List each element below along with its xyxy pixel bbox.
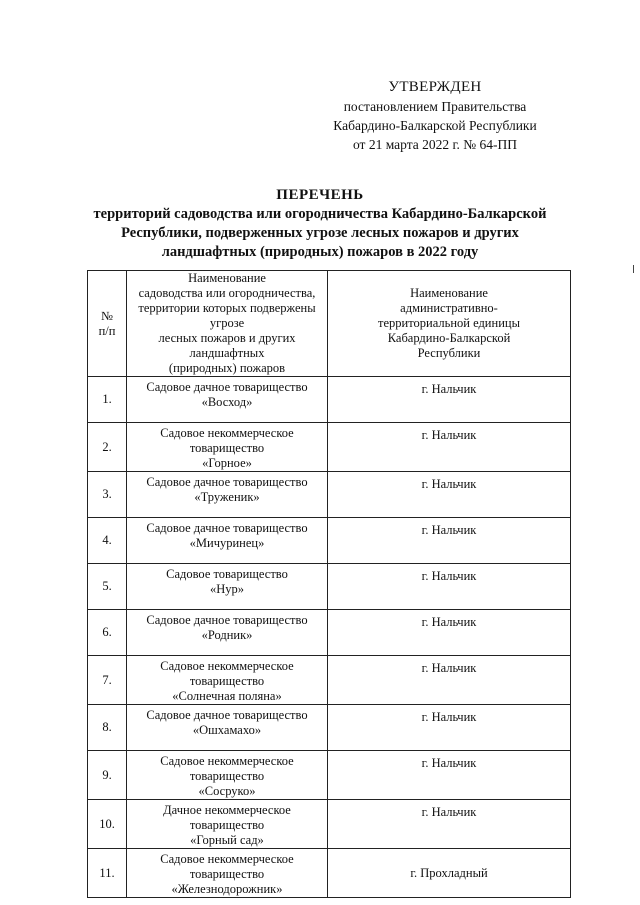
header-num: № п/п <box>88 271 127 377</box>
row-num: 5. <box>88 564 127 610</box>
row-num: 1. <box>88 377 127 423</box>
table-row <box>88 518 571 564</box>
row-num: 6. <box>88 610 127 656</box>
row-name: Садовое дачное товарищество «Родник» <box>127 610 328 656</box>
row-num: 7. <box>88 656 127 705</box>
row-name: Дачное некоммерческое товарищество «Горный сад» <box>127 800 328 849</box>
table-row <box>88 705 571 751</box>
table-row <box>88 751 571 800</box>
row-name: Садовое некоммерческое товарищество «Железнодорожник» <box>127 849 328 898</box>
row-name: Садовое дачное товарищество «Восход» <box>127 377 328 423</box>
row-unit: г. Нальчик <box>328 800 571 849</box>
document-title <box>78 186 562 262</box>
table-row <box>88 472 571 518</box>
row-name: Садовое некоммерческое товарищество «Сосруко» <box>127 751 328 800</box>
approval-line: постановлением Правительства <box>343 99 527 114</box>
approval-line: от 21 марта 2022 г. № 64-ПП <box>352 137 518 152</box>
header-name: Наименование садоводства или огородничества, территории которых подвержены угрозе лесных пожаров и других ландшафтных (природных) пожаров <box>127 271 328 377</box>
table-row <box>88 377 571 423</box>
title-line: территорий садоводства или огородничества Кабардино-Балкарской <box>93 206 547 222</box>
approval-heading: УТВЕРЖДЕН <box>388 79 482 95</box>
row-num: 4. <box>88 518 127 564</box>
table-header-row <box>88 271 571 377</box>
row-unit: г. Нальчик <box>328 518 571 564</box>
table-row <box>88 849 571 898</box>
table-row <box>88 423 571 472</box>
row-unit: г. Нальчик <box>328 656 571 705</box>
approval-block <box>300 78 570 154</box>
title-main: ПЕРЕЧЕНЬ <box>276 187 364 203</box>
row-num: 8. <box>88 705 127 751</box>
row-unit: г. Прохладный <box>328 849 571 898</box>
table-row <box>88 610 571 656</box>
approval-line: Кабардино-Балкарской Республики <box>333 118 537 133</box>
row-unit: г. Нальчик <box>328 610 571 656</box>
header-unit: Наименование административно- территориальной единицы Кабардино-Балкарской Республики <box>328 271 571 377</box>
title-line: ландшафтных (природных) пожаров в 2022 году <box>161 244 479 260</box>
territories-table <box>87 270 571 898</box>
row-name: Садовое дачное товарищество «Ошхамахо» <box>127 705 328 751</box>
row-unit: г. Нальчик <box>328 751 571 800</box>
row-num: 10. <box>88 800 127 849</box>
row-num: 2. <box>88 423 127 472</box>
row-unit: г. Нальчик <box>328 377 571 423</box>
row-name: Садовое дачное товарищество «Труженик» <box>127 472 328 518</box>
row-num: 3. <box>88 472 127 518</box>
table-row <box>88 656 571 705</box>
title-line: Республики, подверженных угрозе лесных пожаров и других <box>121 225 519 241</box>
row-name: Садовое некоммерческое товарищество «Солнечная поляна» <box>127 656 328 705</box>
row-unit: г. Нальчик <box>328 472 571 518</box>
row-unit: г. Нальчик <box>328 564 571 610</box>
table-row <box>88 564 571 610</box>
margin-mark <box>633 265 634 273</box>
row-name: Садовое некоммерческое товарищество «Горное» <box>127 423 328 472</box>
row-name: Садовое дачное товарищество «Мичуринец» <box>127 518 328 564</box>
table-row <box>88 800 571 849</box>
row-unit: г. Нальчик <box>328 705 571 751</box>
row-name: Садовое товарищество «Нур» <box>127 564 328 610</box>
row-num: 9. <box>88 751 127 800</box>
row-unit: г. Нальчик <box>328 423 571 472</box>
row-num: 11. <box>88 849 127 898</box>
